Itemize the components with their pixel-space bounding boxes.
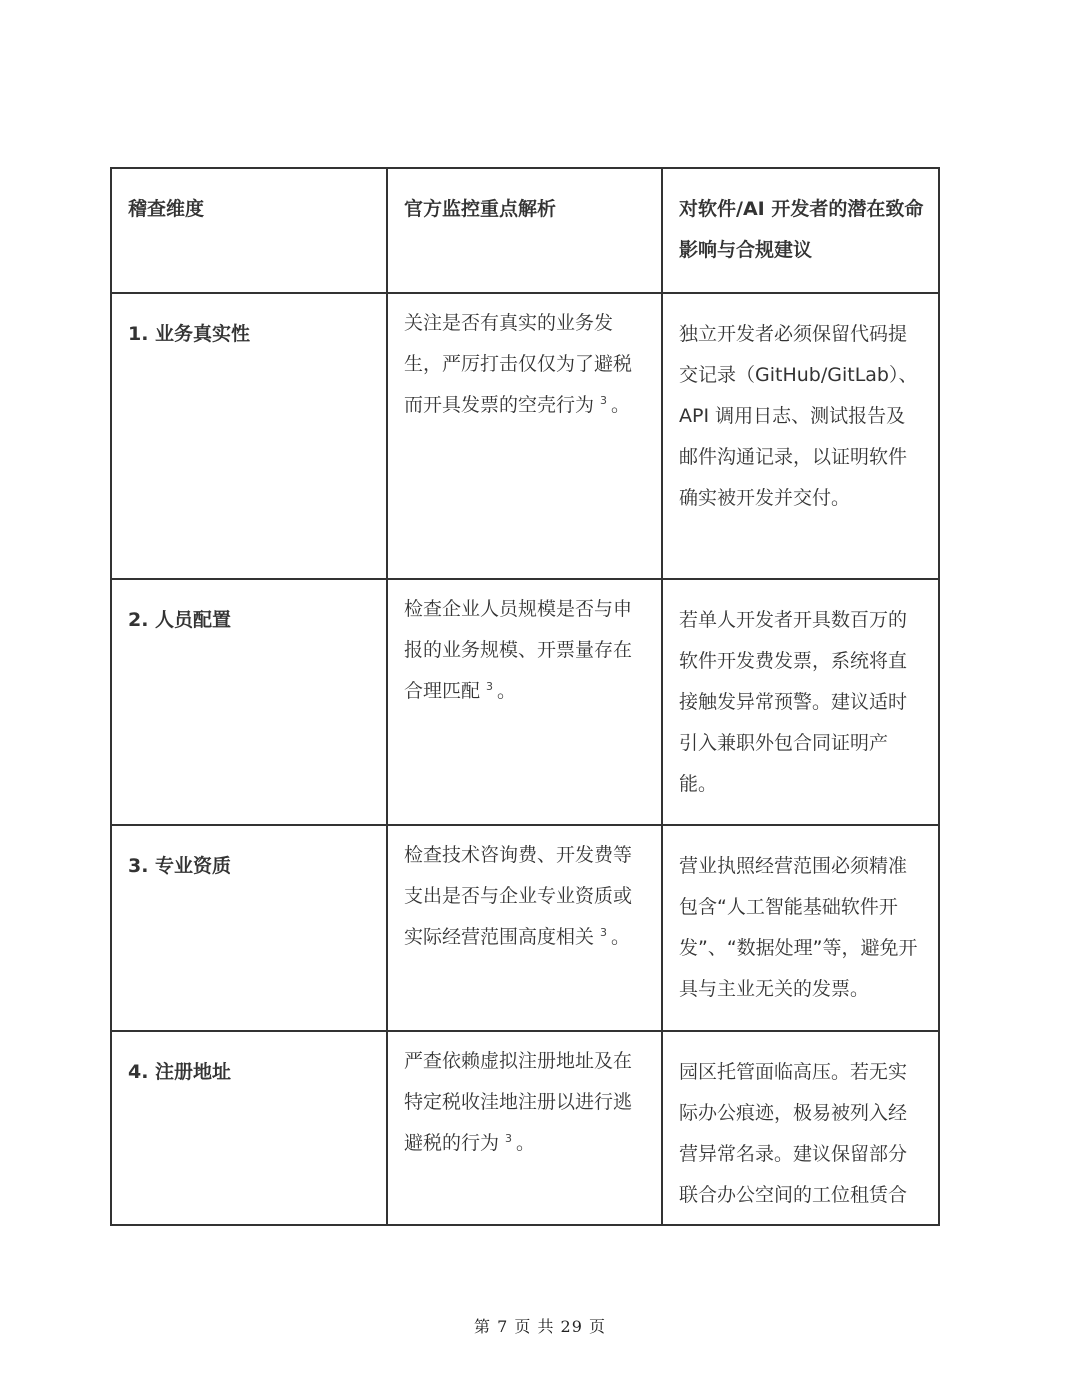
footnote-ref: 3 bbox=[600, 393, 608, 407]
row-dimension: 1. 业务真实性 bbox=[111, 293, 387, 579]
footnote-ref: 3 bbox=[486, 679, 494, 693]
row-official-focus bbox=[387, 293, 662, 579]
row-dimension: 2. 人员配置 bbox=[111, 579, 387, 825]
table-row bbox=[111, 1031, 939, 1225]
row-official-focus bbox=[387, 579, 662, 825]
row-dimension: 4. 注册地址 bbox=[111, 1031, 387, 1225]
official-text: 关注是否有真实的业务发生，严厉打击仅仅为了避税而开具发票的空壳行为 bbox=[404, 312, 633, 416]
row-dimension: 3. 专业资质 bbox=[111, 825, 387, 1031]
table-row bbox=[111, 579, 939, 825]
page-number: 第 7 页 共 29 页 bbox=[474, 1317, 606, 1336]
official-text: 检查企业人员规模是否与申报的业务规模、开票量存在合理匹配 bbox=[404, 598, 633, 702]
header-developer-impact: 对软件/AI 开发者的潜在致命影响与合规建议 bbox=[662, 168, 939, 293]
compliance-table bbox=[110, 167, 940, 1226]
row-developer-advice: 独立开发者必须保留代码提交记录（GitHub/GitLab）、API 调用日志、测试报告及邮件沟通记录，以证明软件确实被开发并交付。 bbox=[662, 293, 939, 579]
row-developer-advice: 若单人开发者开具数百万的软件开发费发票，系统将直接触发异常预警。建议适时引入兼职外包合同证明产能。 bbox=[662, 579, 939, 825]
official-end: 。 bbox=[611, 394, 631, 416]
header-dimension: 稽查维度 bbox=[111, 168, 387, 293]
row-developer-advice: 园区托管面临高压。若无实际办公痕迹，极易被列入经营异常名录。建议保留部分联合办公空间的工位租赁合 bbox=[662, 1031, 939, 1225]
official-end: 。 bbox=[497, 680, 517, 702]
header-official-focus: 官方监控重点解析 bbox=[387, 168, 662, 293]
footnote-ref: 3 bbox=[505, 1131, 513, 1145]
row-official-focus bbox=[387, 825, 662, 1031]
table-header-row bbox=[111, 168, 939, 293]
official-text: 严查依赖虚拟注册地址及在特定税收洼地注册以进行逃避税的行为 bbox=[404, 1050, 633, 1154]
footnote-ref: 3 bbox=[600, 925, 608, 939]
row-official-focus bbox=[387, 1031, 662, 1225]
official-end: 。 bbox=[611, 926, 631, 948]
table-row bbox=[111, 293, 939, 579]
table-row bbox=[111, 825, 939, 1031]
official-end: 。 bbox=[516, 1132, 536, 1154]
row-developer-advice: 营业执照经营范围必须精准包含“人工智能基础软件开发”、“数据处理”等，避免开具与主业无关的发票。 bbox=[662, 825, 939, 1031]
official-text: 检查技术咨询费、开发费等支出是否与企业专业资质或实际经营范围高度相关 bbox=[404, 844, 633, 948]
